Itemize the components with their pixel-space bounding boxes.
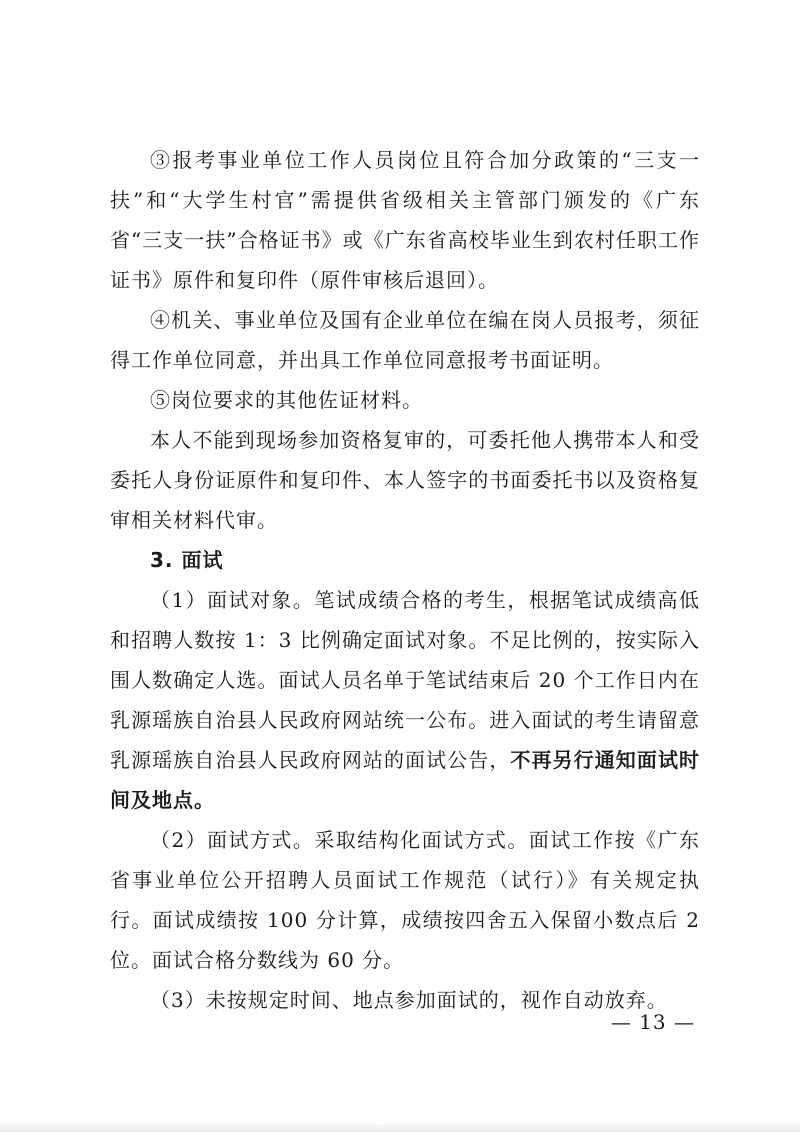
paragraph-employer-consent: ④机关、事业单位及国有企业单位在编在岗人员报考，须征得工作单位同意，并出具工作单位同意报考书面证明。 [110, 308, 700, 372]
paragraph-certificate-requirement: ③报考事业单位工作人员岗位且符合加分政策的“三支一扶”和“大学生村官”需提供省级相关主管部门颁发的《广东省“三支一扶”合格证书》或《广东省高校毕业生到农村任职工作证书》原件和复印件（原件审核后退回）。 [110, 148, 700, 292]
document-body [110, 140, 700, 1020]
paragraph-other-materials: ⑤岗位要求的其他佐证材料。 [150, 388, 423, 412]
interview-candidates-text: （1）面试对象。笔试成绩合格的考生，根据笔试成绩高低和招聘人数按 1：3 比例确定面试对象。不足比例的，按实际入围人数确定人选。面试人员名单于笔试结束后 20 个工作日内在乳源瑶族自治县人民政府网站统一公布。进入面试的考生请留意乳源瑶族自治县人民政府网站的面试公告， [110, 588, 700, 772]
page-number: — 13 — [610, 1010, 695, 1034]
section-heading-interview: 3. 面试 [150, 548, 224, 572]
paragraph-interview-absence: （3）未按规定时间、地点参加面试的，视作自动放弃。 [150, 988, 668, 1012]
paragraph-interview-candidates [110, 580, 700, 820]
page-bottom-edge [0, 1122, 800, 1132]
paragraph-proxy-review: 本人不能到现场参加资格复审的，可委托他人携带本人和受委托人身份证原件和复印件、本人签字的书面委托书以及资格复审相关材料代审。 [110, 428, 700, 532]
interview-notice-bold: 不再另行通知面试时间及地点。 [110, 748, 701, 812]
paragraph-interview-method: （2）面试方式。采取结构化面试方式。面试工作按《广东省事业单位公开招聘人员面试工作规范（试行）》有关规定执行。面试成绩按 100 分计算，成绩按四舍五入保留小数点后 2 位。面试合格分数线为 60 分。 [110, 828, 700, 972]
